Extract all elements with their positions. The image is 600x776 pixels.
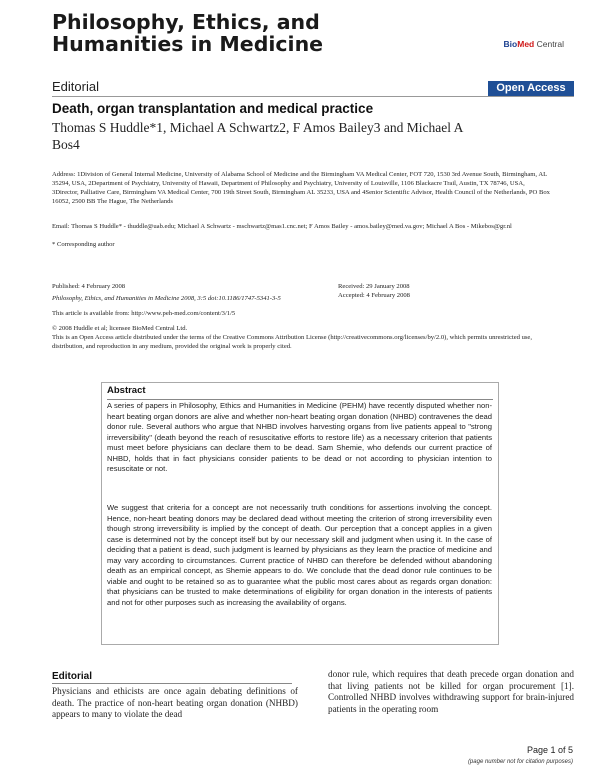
review-dates [338,282,538,300]
journal-title: Philosophy, Ethics, and Humanities in Medicine [52,10,324,56]
page-number: Page 1 of 5 [526,745,573,755]
logo-part-med: Med [517,39,535,49]
published-date: Published: 4 February 2008 [52,283,126,290]
body-section-heading: Editorial [52,671,93,682]
page-number-note: (page number not for citation purposes) [467,759,573,765]
received-date: Received: 29 January 2008 [338,283,410,290]
abstract-paragraph-1: A series of papers in Philosophy, Ethics and Humanities in Medicine (PEHM) have recently disputed whether non-heart beating organ donors are alive and whether non-heart beating organ donation (NHBD) contravenes the dead donor rule. Several authors who argue that NHBD involves harvesting organs from live patients appeal to "strong irreversibility" (death beyond the reach of resuscitative efforts to restore life) as a necessary criterion that patients must meet before physicians can declare them to be dead. Sam Shemie, who defends our current practice of NHBD, holds that in fact physicians consider patients to be dead or not according to physician intention to resuscitate or not. [107,401,492,473]
logo-part-central: Central [534,39,564,49]
author-address: Address: 1Division of General Internal Medicine, University of Alabama School of Medicine and the Birmingham VA Medical Center, FOT 720, 1530 3rd Avenue South, Birmingham, AL 35294, USA, 2Department of Psychiatry, University of Hawaii, Department of Philosophy and Psychiatry, University of Louisville, 1106 Blackacre Trail, Austin, TX 78746, USA, 3Director, Palliative Care, Birmingham VA Medical Center, 700 19th Street South, Birmingham AL 35233, USA and 4Senior Scientific Advisor, Health Council of the Netherlands, PO Box 16052, 2500 BB The Hague, The Netherlands [52,171,550,205]
logo-part-bio: Bio [503,39,518,49]
accepted-date: Accepted: 4 February 2008 [338,292,410,299]
copyright-block [52,324,552,351]
copyright-line: © 2008 Huddle et al; licensee BioMed Central Ltd. [52,325,188,332]
abstract-box [101,382,499,645]
abstract-paragraph-2: We suggest that criteria for a concept are not necessarily truth conditions for assertions involving the concept. Hence, non-heart beating donors may be declared dead without meeting the criterion of strong irreversibility even though strong irreversibility is implied by the concept of death. Our perception that a concept applies in a given case is determined not by the concept itself but by our necessary skill and judgment when using it. In the case of deciding that a patient is dead, such judgment is learned by physicians as they learn the practice of medicine and may vary according to circumstances. Current practice of NHBD can therefore be defended without abandoning death as an empirical concept, as Shemie appears to do. We conclude that the dead donor rule continues to be viable and ought to be retained so as to guarantee what the public most cares about as regards organ donation: that physicians can be trusted to make determinations of eligibility for organ donation in the interests of patients and not for other purposes such as increasing the availability of organs. [107,503,492,607]
abstract-heading: Abstract [107,385,146,396]
section-label: Editorial [52,79,99,94]
article-url[interactable]: This article is available from: http://www.peh-med.com/content/3/1/5 [52,310,236,317]
open-access-badge: Open Access [488,81,574,96]
body-column-left: Physicians and ethicists are once again debating definitions of death. The practice of non-heart beating organ donation (NHBD) appears to many to violate the dead [52,686,298,719]
body-heading-divider [52,683,292,684]
license-text: This is an Open Access article distributed under the terms of the Creative Commons Attribution License (http://creativecommons.org/licenses/by/2.0), which permits unrestricted use, distribution, and reproduction in any medium, provided the original work is properly cited. [52,334,533,350]
author-emails: Email: Thomas S Huddle* - thuddle@uab.edu; Michael A Schwartz - mschwartz@mas1.cnc.net; F Amos Bailey - amos.bailey@med.va.gov; Michael A Bos - Mikebos@gr.nl [52,223,512,230]
corresponding-author-note: * Corresponding author [52,241,115,248]
article-title: Death, organ transplantation and medical practice [52,101,374,116]
citation: Philosophy, Ethics, and Humanities in Medicine 2008, 3:5 doi:10.1186/1747-5341-3-5 [52,295,281,302]
header-divider [52,96,574,97]
publication-info [52,282,342,306]
biomed-central-logo [504,39,564,49]
abstract-divider [107,399,493,400]
author-list: Thomas S Huddle*1, Michael A Schwartz2, F Amos Bailey3 and Michael A Bos4 [52,120,463,152]
body-column-right: donor rule, which requires that death precede organ donation and that living patients not be killed for organ procurement [1]. Controlled NHBD involves withdrawing support for brain-injured patients in the operating room [328,669,574,714]
